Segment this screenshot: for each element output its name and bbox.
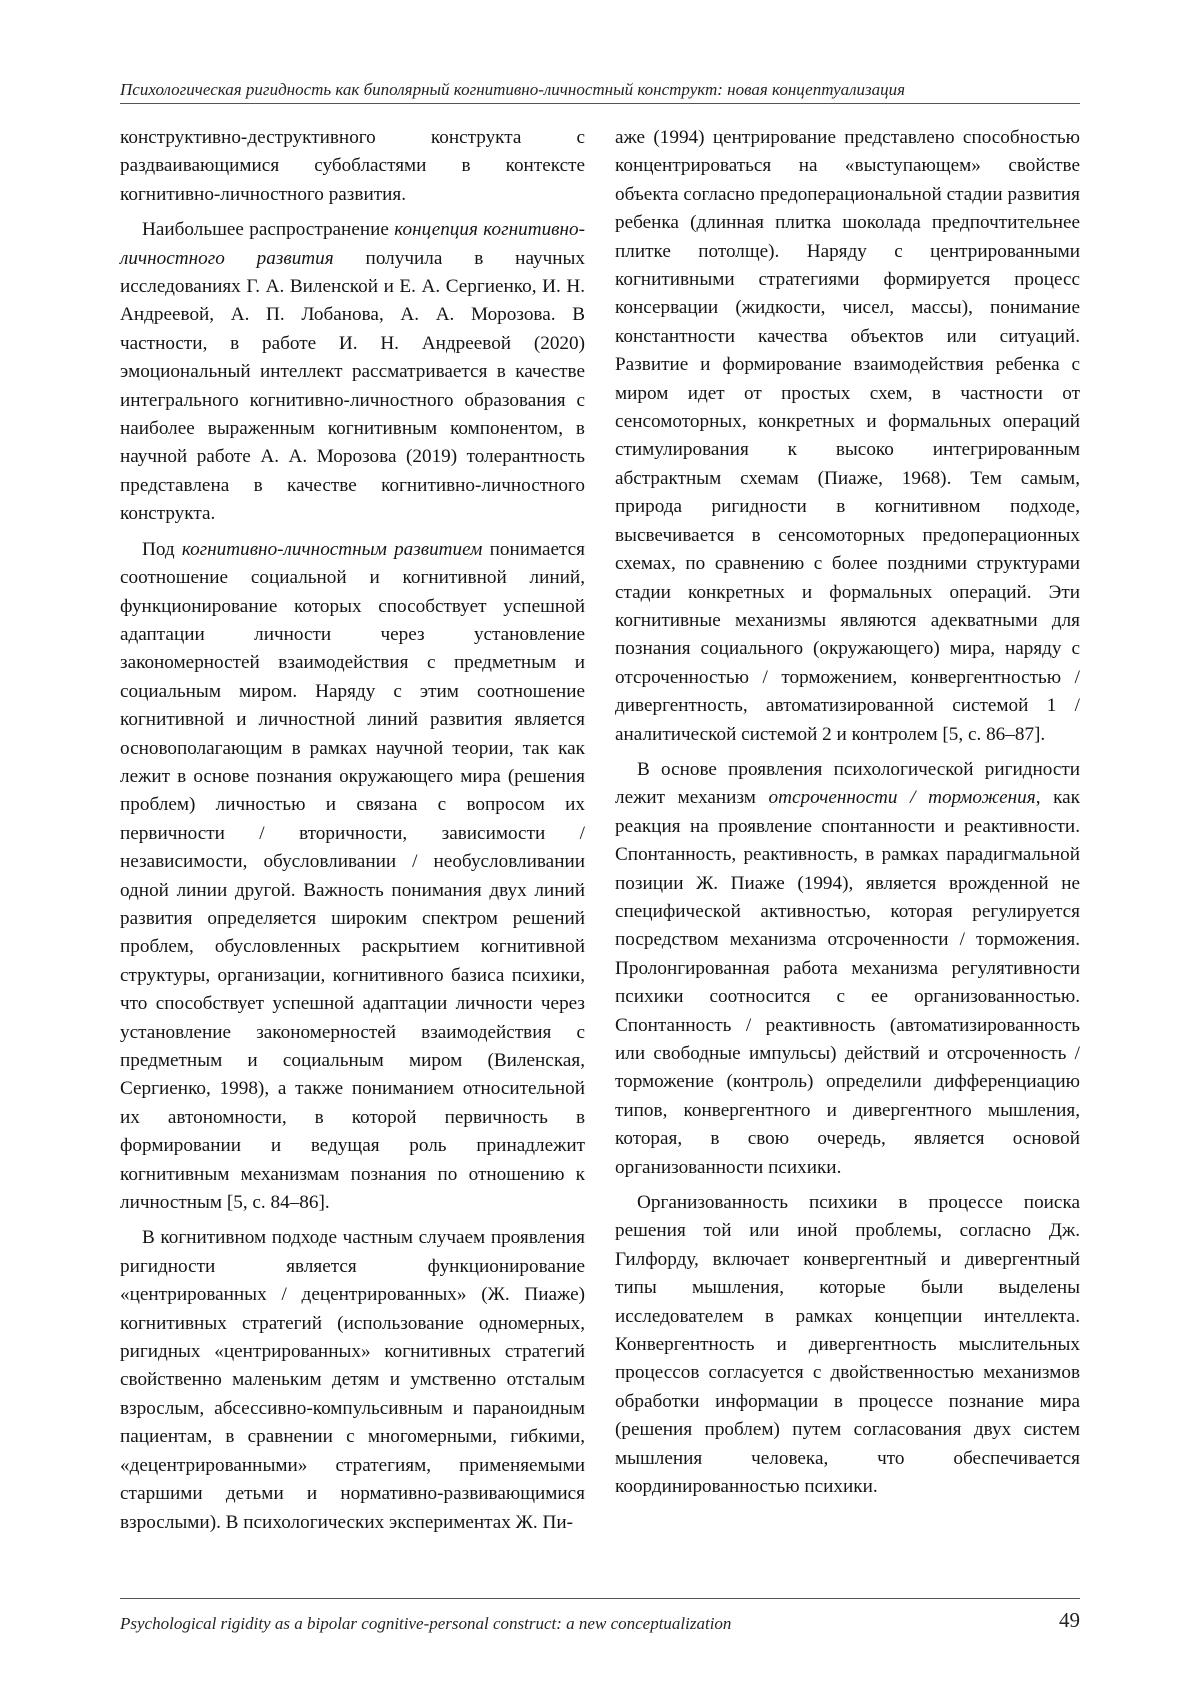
- paragraph: [615, 756, 1080, 1182]
- paragraph-text: аже (1994) центрирование представлено способностью концентрироваться на «выступающем» свойстве объекта согласно предоперациональной стадии развития ребенка (длинная плитка шоколада предпочтительнее плитке потолще). Наряду с центрированными когнитивными стратегиями формируется процесс консервации (жидкости, чисел, массы), понимание константности качества объектов или ситуаций. Развитие и формирование взаимодействия ребенка с миром идет от простых схем, в частности от сенсомоторных, конкретных и формальных операций стимулирования к высоко интегрированным абстрактным схемам (Пиаже, 1968). Тем самым, природа ригидности в когнитивном подходе, высвечивается в сенсомоторных предоперационных схемах, по сравнению с более поздними структурами стадии конкретных и формальных операций. Эти когнитивные механизмы являются адекватными для познания социального (окружающего) мира, наряду с отсроченностью / торможением, конвергентностью / дивергентность, автоматизированной системой 1 / аналитической системой 2 и контролем [5, с. 86–87].: [615, 127, 1080, 745]
- paragraph: [120, 536, 585, 1218]
- paragraph: [120, 1224, 585, 1536]
- paragraph: [120, 124, 585, 209]
- footer-english-title: Psychological rigidity as a bipolar cognitive-personal construct: a new conceptualization: [120, 1614, 732, 1633]
- paragraph-text: Под: [142, 538, 182, 560]
- paragraph: [615, 124, 1080, 749]
- paragraph: [615, 1189, 1080, 1501]
- emphasis-term: отсроченности / торможения: [768, 787, 1036, 809]
- emphasis-term: когнитивно-личностным развитием: [181, 538, 483, 560]
- paragraph-text: получила в научных исследованиях Г. А. Виленской и Е. А. Сергиенко, И. Н. Андреевой, А. П. Лобанова, А. А. Морозова. В частности, в работе И. Н. Андреевой (2020) эмоциональный интеллект рассматривается в качестве интегрального когнитивно-личностного образования с наиболее выраженным когнитивным компонентом, в научной работе А. А. Морозова (2019) толерантность представлена в качестве когнитивно-личностного конструкта.: [120, 247, 585, 525]
- running-head-title: Психологическая ригидность как биполярный когнитивно-личностный конструкт: новая концептуализация: [120, 80, 906, 99]
- paragraph-text: Организованность психики в процессе поиска решения той или иной проблемы, согласно Дж. Гилфорду, включает конвергентный и дивергентный типы мышления, которые были выделены исследователем в рамках концепции интеллекта. Конвергентность и дивергентность мыслительных процессов согласуется с двойственностью механизмов обработки информации в процессе познание мира (решения проблем) путем согласования двух систем мышления человека, что обеспечивается координированностью психики.: [615, 1192, 1080, 1498]
- paragraph-text: понимается соотношение социальной и когнитивной линий, функционирование которых способствует успешной адаптации личности через установление закономерностей взаимодействия с предметным и социальным миром. Наряду с этим соотношение когнитивной и личностной линий развития является основополагающим в рамках научной теории, так как лежит в основе познания окружающего мира (решения проблем) личностью и связана с вопросом их первичности / вторичности, зависимости / независимости, обусловливании / необусловливании одной линии другой. Важность понимания двух линий развития определяется широким спектром решений проблем, обусловленных раскрытием когнитивной структуры, организации, когнитивного базиса психики, что способствует успешной адаптации личности через установление закономерностей взаимодействия с предметным и социальным миром (Виленская, Сергиенко, 1998), а также пониманием относительной их автономности, в которой первичность в формировании и ведущая роль принадлежит когнитивным механизмам познания по отношению к личностным [5, с. 84–86].: [120, 538, 585, 1214]
- paragraph-text: конструктивно-деструктивного конструкта с раздваивающимися субобластями в контексте когнитивно-личностного развития.: [120, 127, 585, 205]
- left-column: [120, 124, 585, 1544]
- right-column: [615, 124, 1080, 1509]
- page-number: 49: [1059, 1608, 1080, 1632]
- header-rule: [120, 103, 1080, 104]
- paragraph: [120, 216, 585, 528]
- paragraph-text: , как реакция на проявление спонтанности и реактивности. Спонтанность, реактивность, в рамках парадигмальной позиции Ж. Пиаже (1994), является врожденной не специфической активностью, которая регулируется посредством механизма отсроченности / торможения. Пролонгированная работа механизма регулятивности психики соотносится с ее организованностью. Спонтанность / реактивность (автоматизированность или свободные импульсы) действий и отсроченность / торможение (контроль) определили дифференциацию типов, конвергентного и дивергентного мышления, которая, в свою очередь, является основой организованности психики.: [615, 787, 1080, 1178]
- paragraph-text: В когнитивном подходе частным случаем проявления ригидности является функционирование «центрированных / децентрированных» (Ж. Пиаже) когнитивных стратегий (использование одномерных, ригидных «центрированных» когнитивных стратегий свойственно маленьким детям и умственно отсталым взрослым, абсессивно-компульсивным и параноидным пациентам, в сравнении с многомерными, гибкими, «децентрированными» стратегиям, применяемыми старшими детьми и нормативно-развивающимися взрослыми). В психологических экспериментах Ж. Пи-: [120, 1227, 585, 1533]
- emphasis-term: концепция когнитивно-личностного развития: [120, 219, 585, 269]
- paragraph-text: Наибольшее распространение: [142, 219, 395, 241]
- footer-rule: [120, 1598, 1080, 1599]
- paragraph-text: В основе проявления психологической ригидности лежит механизм: [615, 758, 1080, 809]
